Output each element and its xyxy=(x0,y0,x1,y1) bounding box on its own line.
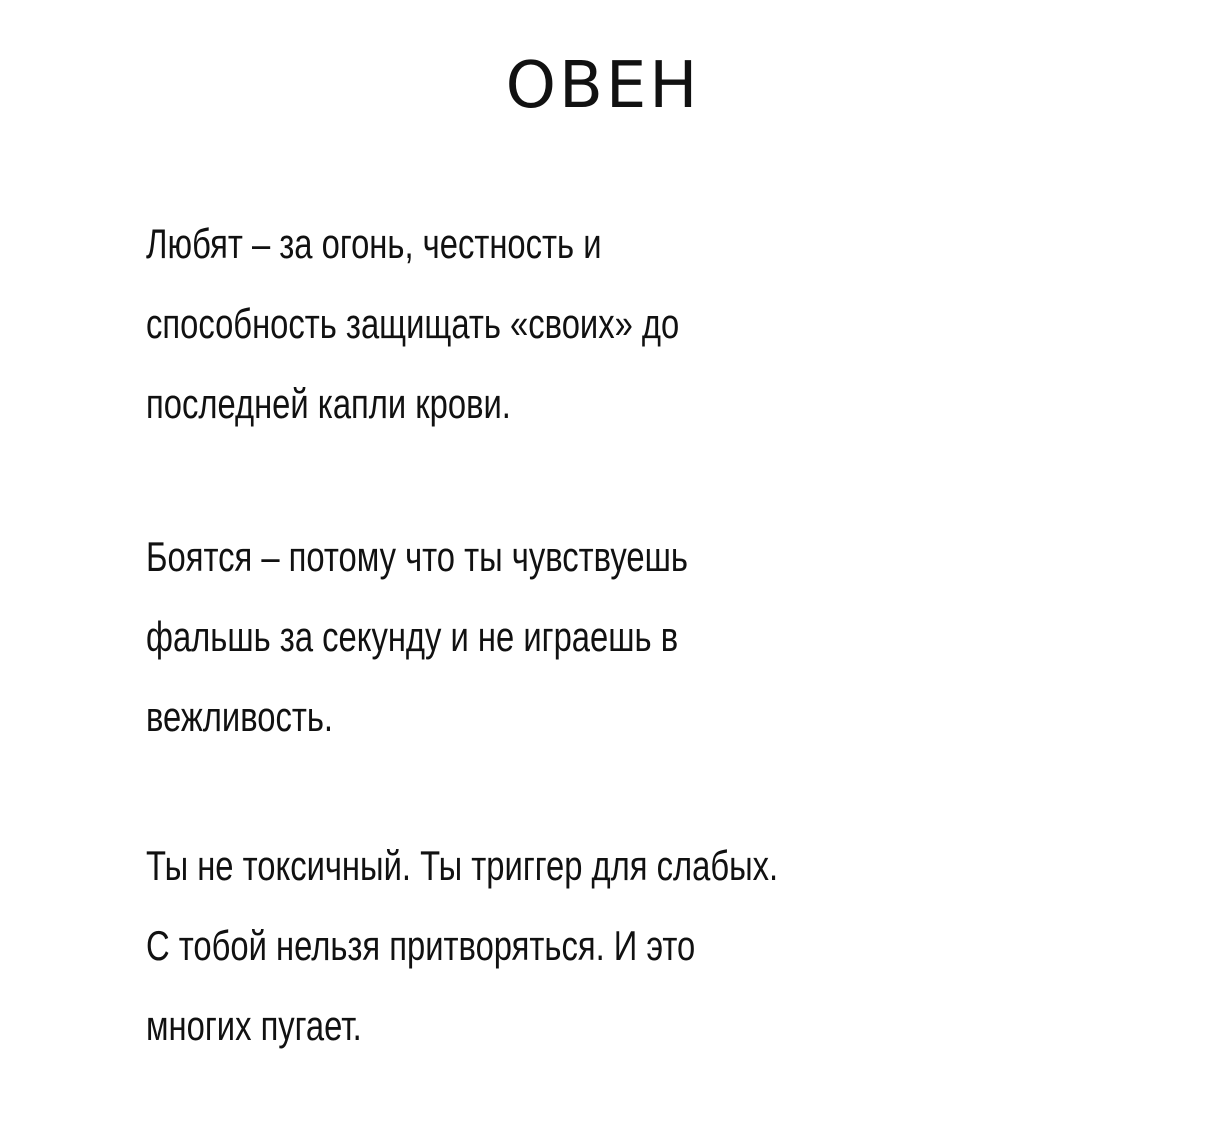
paragraph-conclusion xyxy=(146,826,1098,1066)
paragraph-line: последней капли крови. xyxy=(146,380,511,427)
paragraph-line: способность защищать «своих» до xyxy=(146,300,680,347)
paragraph-fear xyxy=(146,517,1098,757)
paragraph-line: Боятся – потому что ты чувствуешь xyxy=(146,533,688,580)
paragraph-line: многих пугает. xyxy=(146,1002,362,1049)
paragraph-line: фальшь за секунду и не играешь в xyxy=(146,613,679,660)
paragraph-line: Ты не токсичный. Ты триггер для слабых. xyxy=(146,842,779,889)
paragraph-love xyxy=(146,204,1098,444)
paragraph-line: вежливость. xyxy=(146,693,334,740)
page-title: ОВЕН xyxy=(505,49,701,123)
paragraph-line: С тобой нельзя притворяться. И это xyxy=(146,922,696,969)
paragraph-line: Любят – за огонь, честность и xyxy=(146,220,602,267)
